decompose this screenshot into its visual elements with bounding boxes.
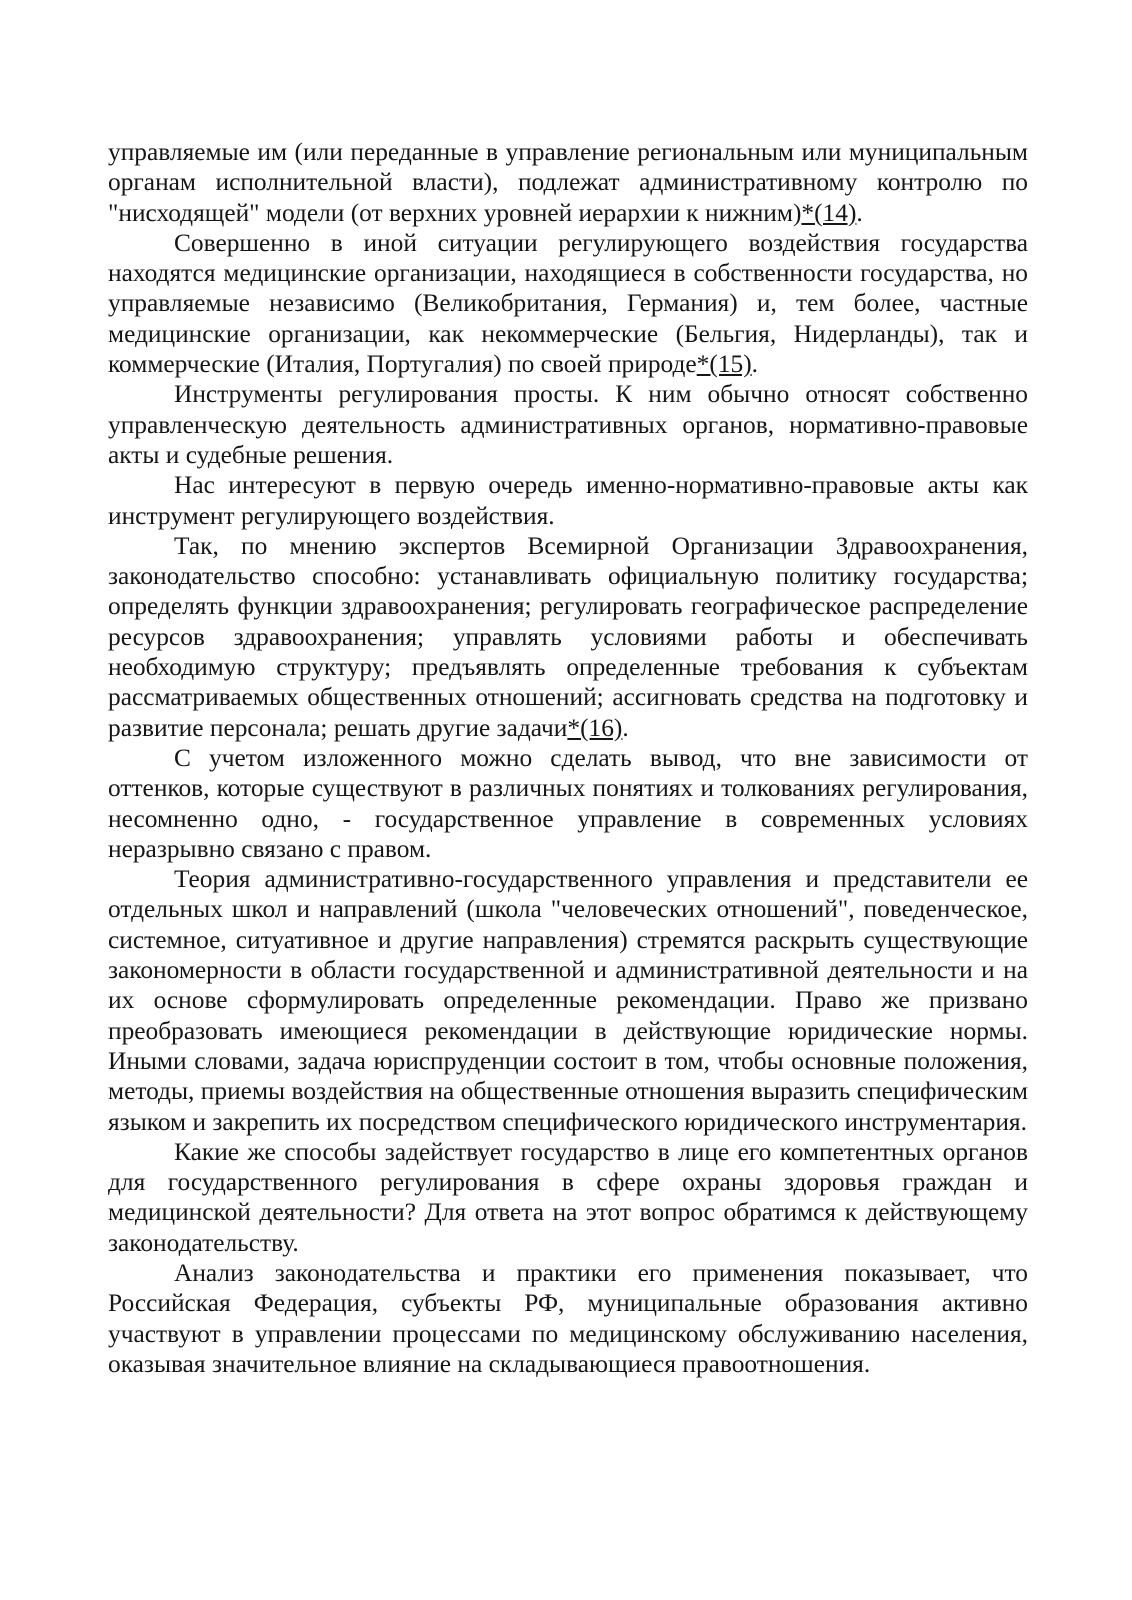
paragraph-2 [108,228,1028,379]
paragraph-5 [108,531,1028,743]
paragraph-1 [108,137,1028,228]
paragraph-text: Анализ законодательства и практики его применения показывает, что Российская Федерация, субъекты РФ, муниципальные образования активно участвуют в управлении процессами по медицинскому обслуживанию населения, оказывая значительное влияние на складывающиеся правоотношения. [108,1258,1028,1378]
paragraph-6 [108,743,1028,864]
paragraph-7 [108,864,1028,1137]
paragraph-3 [108,379,1028,470]
paragraph-9 [108,1258,1028,1379]
paragraph-tail: . [856,198,863,227]
paragraph-4 [108,470,1028,531]
paragraph-text: Инструменты регулирования просты. К ним обычно относят собственно управленческую деятельность административных органов, нормативно-правовые акты и судебные решения. [108,380,1028,469]
document-page [108,137,1028,1379]
footnote-link-15[interactable]: *(15) [696,350,752,379]
paragraph-text: Нас интересуют в первую очередь именно-нормативно-правовые акты как инструмент регулирующего воздействия. [108,471,1028,530]
paragraph-text: Так, по мнению экспертов Всемирной Организации Здравоохранения, законодательство способно: устанавливать официальную политику государства; определять функции здравоохранения; регулировать географическое распределение ресурсов здравоохранения; управлять условиями работы и обеспечивать необходимую структуру; предъявлять определенные требования к субъектам рассматриваемых общественных отношений; ассигновать средства на подготовку и развитие персонала; решать другие задачи [108,531,1028,742]
paragraph-8 [108,1137,1028,1258]
paragraph-tail: . [751,350,759,379]
paragraph-text: Какие же способы задействует государство в лице его компетентных органов для государственного регулирования в сфере охраны здоровья граждан и медицинской деятельности? Для ответа на этот вопрос обратимся к действующему законодательству. [108,1137,1028,1257]
paragraph-text: С учетом изложенного можно сделать вывод, что вне зависимости от оттенков, которые существуют в различных понятиях и толкованиях регулирования, несомненно одно, - государственное управление в современных условиях неразрывно связано с правом. [108,743,1028,863]
paragraph-text: Теория административно-государственного управления и представители ее отдельных школ и направлений (школа "человеческих отношений", поведенческое, системное, ситуативное и другие направления) стремятся раскрыть существующие закономерности в области государственной и административной деятельности и на их основе сформулировать определенные рекомендации. Право же призвано преобразовать имеющиеся рекомендации в действующие юридические нормы. Иными словами, задача юриспруденции состоит в том, чтобы основные положения, методы, приемы воздействия на общественные отношения выразить специфическим языком и закрепить их посредством специфического юридического инструментария. [108,865,1028,1136]
paragraph-text: управляемые им (или переданные в управление региональным или муниципальным органам исполнительной власти), подлежат административному контролю по "нисходящей" модели (от верхних уровней иерархии к нижним) [108,138,1028,227]
paragraph-text: Совершенно в иной ситуации регулирующего воздействия государства находятся медицинские организации, находящиеся в собственности государства, но управляемые независимо (Великобритания, Германия) и, тем более, частные медицинские организации, как некоммерческие (Бельгия, Нидерланды), так и коммерческие (Италия, Португалия) по своей природе [108,228,1028,379]
paragraph-tail: . [622,713,629,742]
footnote-link-14[interactable]: *(14) [801,198,857,227]
footnote-link-16[interactable]: *(16) [567,713,623,742]
